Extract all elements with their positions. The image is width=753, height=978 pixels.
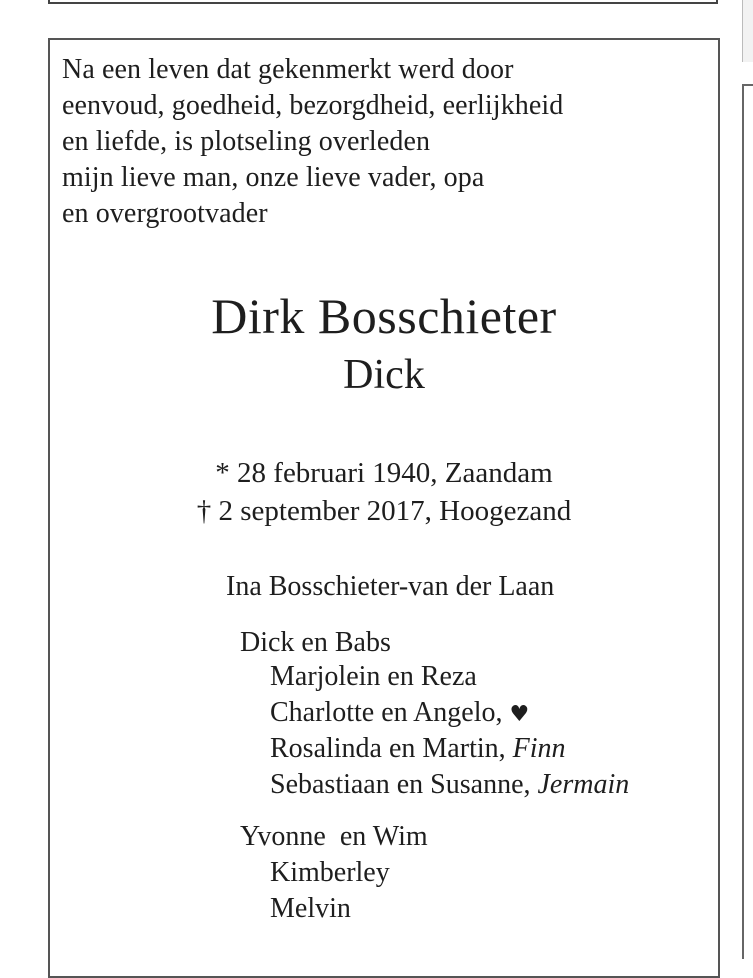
- great-grandchild-name: Jermain: [537, 769, 630, 800]
- deceased-nickname: Dick: [343, 352, 425, 398]
- spouse-name: Ina Bosschieter-van der Laan: [226, 571, 555, 602]
- adjacent-column-edge: [742, 0, 753, 62]
- grandchild-names: Charlotte en Angelo,: [270, 697, 510, 728]
- deceased-name: Dirk Bosschieter: [211, 288, 557, 344]
- grandchild-line: [270, 732, 566, 766]
- death-date: † 2 september 2017, Hoogezand: [196, 495, 572, 527]
- previous-notice-border: [48, 0, 718, 4]
- intro-text: [62, 52, 563, 232]
- intro-line: en overgrootvader: [62, 198, 268, 229]
- intro-line: mijn lieve man, onze lieve vader, opa: [62, 162, 485, 193]
- grandchild-line: Melvin: [270, 893, 351, 924]
- grandchild-line: [270, 696, 529, 732]
- grandchild-line: Kimberley: [270, 857, 390, 888]
- child-family-1: Dick en Babs: [240, 627, 391, 658]
- birth-date: * 28 februari 1940, Zaandam: [215, 457, 553, 489]
- grandchild-names: Sebastiaan en Susanne,: [270, 769, 538, 800]
- adjacent-notice-border: [742, 84, 753, 959]
- life-dates: [48, 454, 720, 530]
- intro-line: en liefde, is plotseling overleden: [62, 126, 431, 157]
- grandchild-line: [270, 768, 629, 802]
- grandchild-line: Marjolein en Reza: [270, 661, 477, 692]
- intro-line: eenvoud, goedheid, bezorgdheid, eerlijkheid: [62, 90, 564, 121]
- great-grandchild-name: Finn: [512, 733, 566, 764]
- grandchild-names: Rosalinda en Martin,: [270, 733, 513, 764]
- intro-line: Na een leven dat gekenmerkt werd door: [62, 54, 514, 85]
- child-family-2: Yvonne en Wim: [240, 821, 428, 852]
- heart-icon: ♥: [509, 702, 530, 727]
